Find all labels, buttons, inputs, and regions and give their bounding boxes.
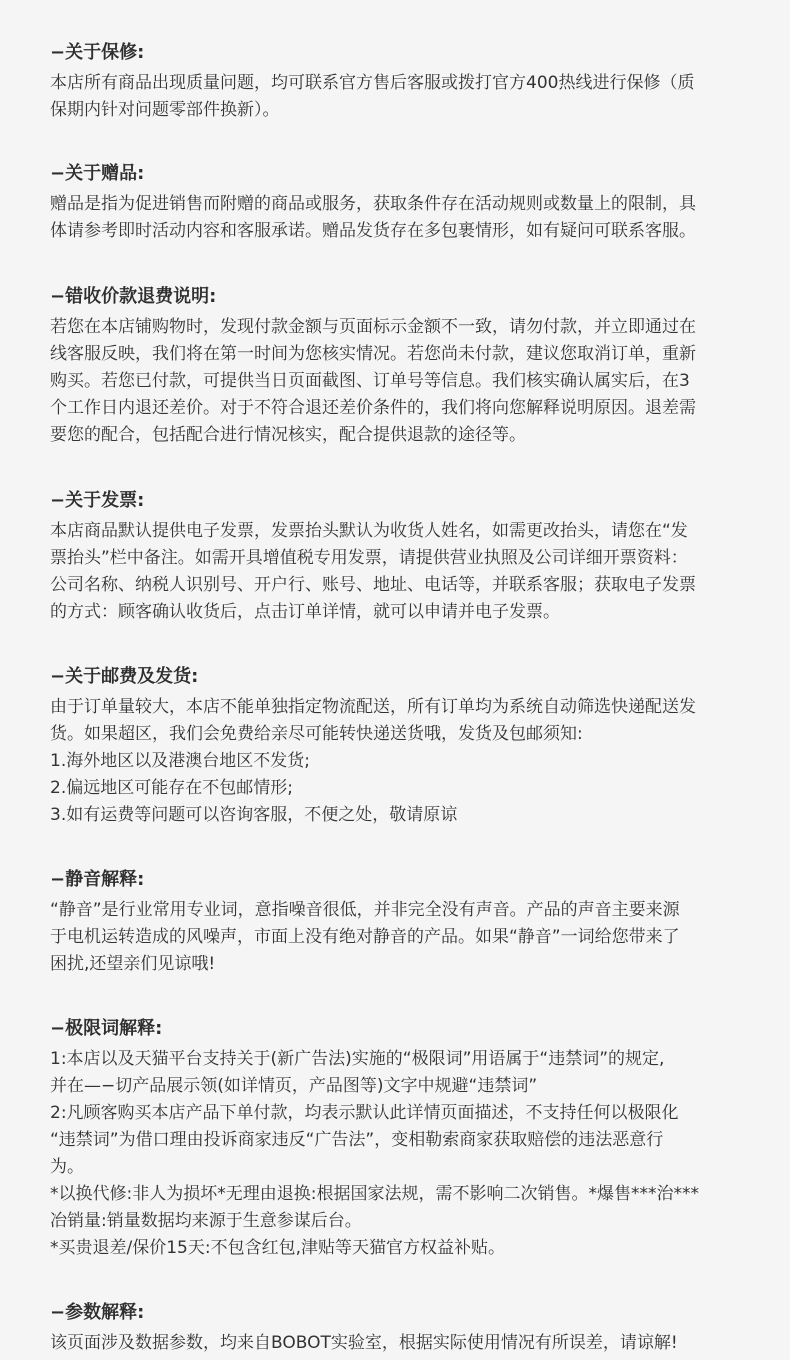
paragraph-line: 1:本店以及天猫平台支持关于(新广告法)实施的“极限词”用语属于“违禁词”的规定, xyxy=(50,1049,665,1069)
paragraph-line: 由于订单量较大，本店不能单独指定物流配送，所有订单均为系统自动筛选快递配送发 xyxy=(50,697,696,717)
paragraph-line: 本店所有商品出现质量问题，均可联系官方售后客服或拨打官方400热线进行保修（质 xyxy=(50,73,695,93)
paragraph-line: 冶销量:销量数据均来源于生意参谋后台。 xyxy=(50,1211,362,1231)
section-heading: −极限词解释: xyxy=(50,1018,163,1039)
paragraph-line: *以换代修:非人为损坏*无理由退换:根据国家法规，需不影响二次销售。*爆售***治*** xyxy=(50,1184,699,1204)
paragraph-line: 该页面涉及数据参数，均来自BOBOT实验室，根据实际使用情况有所误差，请谅解! xyxy=(50,1333,678,1353)
section-silent xyxy=(50,867,748,978)
section-invoice xyxy=(50,488,748,626)
section-heading: −关于赠品: xyxy=(50,163,145,184)
paragraph-line: 本店商品默认提供电子发票，发票抬头默认为收货人姓名，如需更改抬头，请您在“发 xyxy=(50,521,688,541)
section-heading: −静音解释: xyxy=(50,869,145,890)
section-gifts xyxy=(50,161,748,245)
section-heading: −关于发票: xyxy=(50,490,145,511)
paragraph-line: 赠品是指为促进销售而附赠的商品或服务，获取条件存在活动规则或数量上的限制，具 xyxy=(50,194,696,214)
paragraph-line: 2.偏远地区可能存在不包邮情形; xyxy=(50,778,293,798)
paragraph-line: 若您在本店铺购物时，发现付款金额与页面标示金额不一致，请勿付款，并立即通过在 xyxy=(50,317,696,337)
section-heading: −关于邮费及发货: xyxy=(50,666,199,687)
paragraph-line: 货。如果超区，我们会免费给亲尽可能转快递送货哦，发货及包邮须知: xyxy=(50,724,583,744)
paragraph-line: 购买。若您已付款，可提供当日页面截图、订单号等信息。我们核实确认属实后，在3 xyxy=(50,371,690,391)
paragraph-line: 于电机运转造成的风噪声，市面上没有绝对静音的产品。如果“静音”一词给您带来了 xyxy=(50,927,680,947)
paragraph-line: 2:凡顾客购买本店产品下单付款，均表示默认此详情页面描述，不支持任何以极限化 xyxy=(50,1103,679,1123)
section-parameters xyxy=(50,1300,748,1357)
paragraph-line: 个工作日内退还差价。对于不符合退还差价条件的，我们将向您解释说明原因。退差需 xyxy=(50,398,696,418)
paragraph-line: 困扰,还望亲们见谅哦! xyxy=(50,954,216,974)
paragraph-line: 1.海外地区以及港澳台地区不发货; xyxy=(50,751,310,771)
section-superlatives xyxy=(50,1016,748,1262)
paragraph-line: “静音”是行业常用专业词，意指噪音很低，并非完全没有声音。产品的声音主要来源 xyxy=(50,900,680,920)
paragraph-line: 3.如有运费等问题可以咨询客服，不便之处，敬请原谅 xyxy=(50,805,458,825)
section-warranty xyxy=(50,40,748,124)
paragraph-line: 体请参考即时活动内容和客服承诺。赠品发货存在多包裹情形，如有疑问可联系客服。 xyxy=(50,221,696,241)
section-heading: −错收价款退费说明: xyxy=(50,286,217,307)
paragraph-line: 公司名称、纳税人识别号、开户行、账号、地址、电话等，并联系客服；获取电子发票 xyxy=(50,575,696,595)
paragraph-line: 票抬头”栏中备注。如需开具增值税专用发票，请提供营业执照及公司详细开票资料： xyxy=(50,548,688,568)
section-wrong-payment-refund xyxy=(50,284,748,449)
paragraph-line: 线客服反映，我们将在第一时间为您核实情况。若您尚未付款，建议您取消订单，重新 xyxy=(50,344,696,364)
paragraph-line: *买贵退差/保价15天:不包含红包,津贴等天猫官方权益补贴。 xyxy=(50,1238,505,1258)
paragraph-line: “违禁词”为借口理由投诉商家违反“广告法”，变相勒索商家获取赔偿的违法恶意行 xyxy=(50,1130,664,1150)
paragraph-line: 保期内针对问题零部件换新）。 xyxy=(50,100,280,120)
paragraph-line: 为。 xyxy=(50,1157,84,1177)
paragraph-line: 的方式：顾客确认收货后，点击订单详情，就可以申请并电子发票。 xyxy=(50,602,560,622)
paragraph-line: 要您的配合，包括配合进行情况核实，配合提供退款的途径等。 xyxy=(50,425,526,445)
section-shipping xyxy=(50,664,748,829)
paragraph-line: 并在—−切产品展示领(如详情页，产品图等)文字中规避“违禁词” xyxy=(50,1076,538,1096)
section-heading: −关于保修: xyxy=(50,42,145,63)
section-heading: −参数解释: xyxy=(50,1302,145,1323)
